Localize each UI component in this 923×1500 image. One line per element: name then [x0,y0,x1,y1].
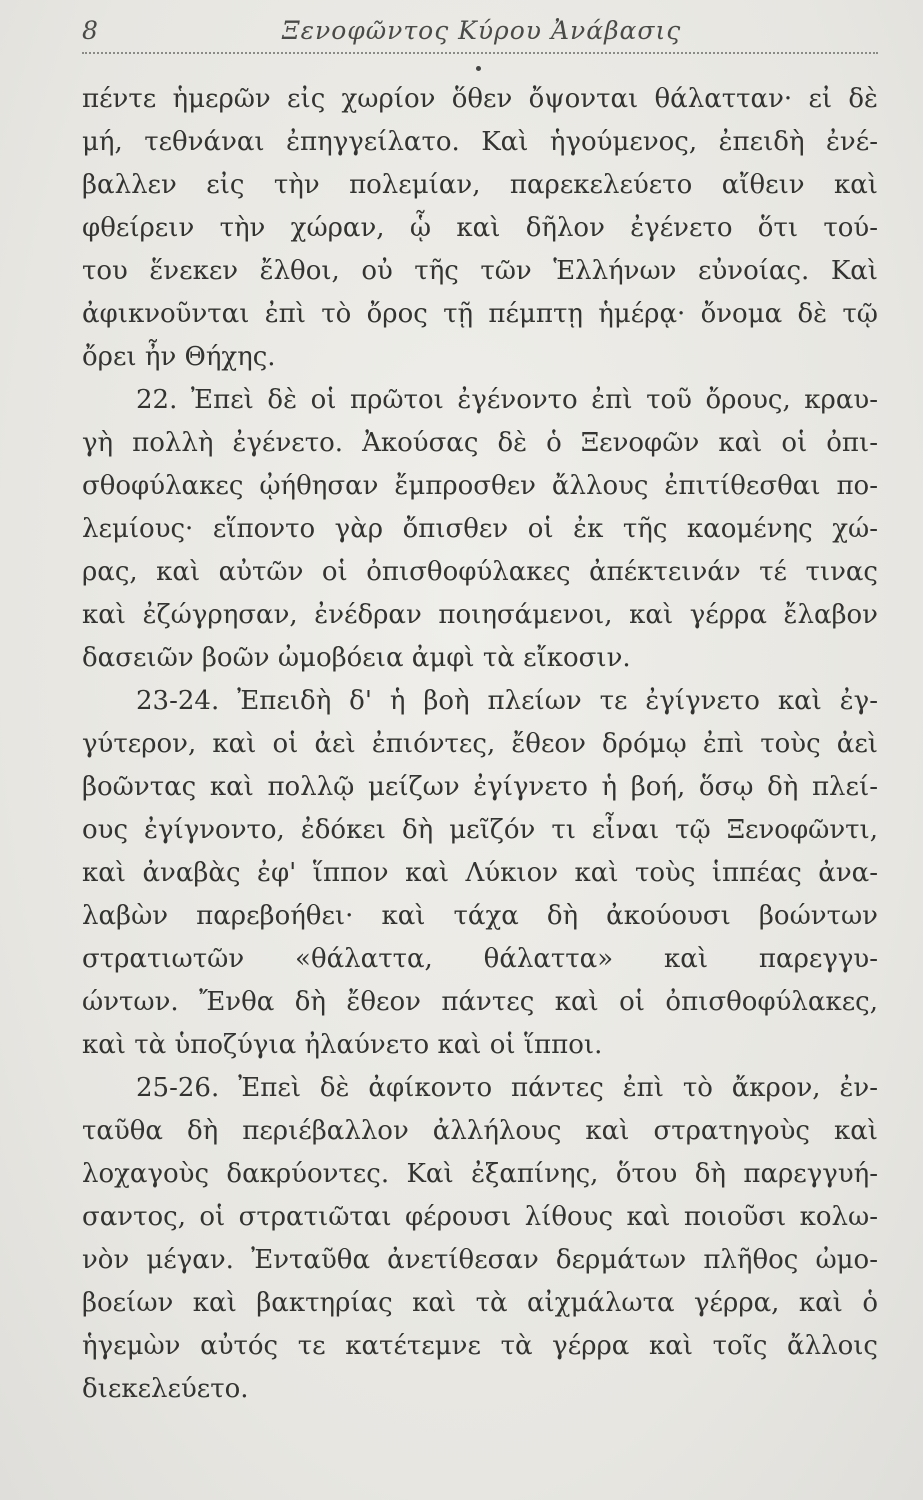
text-line: γύτερον, καὶ οἱ ἀεὶ ἐπιόντες, ἔθεον δρόμῳ ἐπὶ τοὺς ἀεὶ [82,729,878,759]
text-line: λαβὼν παρεβοήθει· καὶ τάχα δὴ ἀκούουσι βοώντων [82,901,878,931]
text-line: ἀφικνοῦνται ἐπὶ τὸ ὄρος τῇ πέμπτῃ ἡμέρᾳ· ὄνομα δὲ τῷ [82,299,878,329]
section-23-24-start: 23-24. Ἐπειδὴ δ' ἡ βοὴ πλείων τε ἐγίγνετο καὶ ἐγ- [136,686,878,716]
text-line: λοχαγοὺς δακρύοντες. Καὶ ἐξαπίνης, ὅτου δὴ παρεγγυή- [82,1159,878,1189]
text-line: βοείων καὶ βακτηρίας καὶ τὰ αἰχμάλωτα γέρρα, καὶ ὁ [82,1288,878,1318]
text-line: ώντων. Ἔνθα δὴ ἔθεον πάντες καὶ οἱ ὀπισθοφύλακες, [82,987,878,1017]
text-line: ους ἐγίγνοντο, ἐδόκει δὴ μεῖζόν τι εἶναι τῷ Ξενοφῶντι, [82,815,878,845]
text-line: του ἕνεκεν ἔλθοι, οὐ τῆς τῶν Ἑλλήνων εὐνοίας. Καὶ [82,256,878,286]
text-line: λεμίους· εἵποντο γὰρ ὄπισθεν οἱ ἐκ τῆς καομένης χώ- [82,514,878,544]
page-header [82,12,878,54]
text-line: καὶ ἀναβὰς ἐφ' ἵππον καὶ Λύκιον καὶ τοὺς ἱππέας ἀνα- [82,858,878,888]
text-line: ὄρει ἦν Θήχης. [82,342,276,372]
text-line: ρας, καὶ αὐτῶν οἱ ὀπισθοφύλακες ἀπέκτεινάν τέ τινας [82,557,878,587]
text-line: ἡγεμὼν αὐτός τε κατέτεμνε τὰ γέρρα καὶ τοῖς ἄλλοις [82,1331,878,1361]
text-line: βαλλεν εἰς τὴν πολεμίαν, παρεκελεύετο αἴθειν καὶ [82,170,878,200]
text-line: γὴ πολλὴ ἐγένετο. Ἀκούσας δὲ ὁ Ξενοφῶν καὶ οἱ ὀπι- [82,428,878,458]
text-line: φθείρειν τὴν χώραν, ᾧ καὶ δῆλον ἐγένετο ὅτι τού- [82,213,878,243]
running-title: Ξενοφῶντος Κύρου Ἀνάβασις [282,16,682,45]
body-text [82,78,878,1411]
print-dot [476,66,481,71]
text-line: καὶ τὰ ὑποζύγια ἠλαύνετο καὶ οἱ ἵπποι. [82,1030,603,1060]
section-25-26-start: 25-26. Ἐπεὶ δὲ ἀφίκοντο πάντες ἐπὶ τὸ ἄκρον, ἐν- [136,1073,878,1103]
section-22-start: 22. Ἐπεὶ δὲ οἱ πρῶτοι ἐγένοντο ἐπὶ τοῦ ὄρους, κραυ- [136,385,878,415]
text-line: πέντε ἡμερῶν εἰς χωρίον ὅθεν ὄψονται θάλατταν· εἰ δὲ [82,84,878,114]
text-line: διεκελεύετο. [82,1374,249,1404]
text-line: στρατιωτῶν «θάλαττα, θάλαττα» καὶ παρεγγυ- [82,944,878,974]
text-line: καὶ ἐζώγρησαν, ἐνέδραν ποιησάμενοι, καὶ γέρρα ἔλαβον [82,600,878,630]
text-line: νὸν μέγαν. Ἐνταῦθα ἀνετίθεσαν δερμάτων πλῆθος ὠμο- [82,1245,878,1275]
text-line: δασειῶν βοῶν ὠμοβόεια ἀμφὶ τὰ εἴκοσιν. [82,643,631,673]
page-number: 8 [82,16,98,45]
text-line: βοῶντας καὶ πολλῷ μείζων ἐγίγνετο ἡ βοή, ὅσῳ δὴ πλεί- [82,772,878,802]
text-line: σθοφύλακες ᾠήθησαν ἔμπροσθεν ἄλλους ἐπιτίθεσθαι πο- [82,471,878,501]
text-line: μή, τεθνάναι ἐπηγγείλατο. Καὶ ἡγούμενος, ἐπειδὴ ἐνέ- [82,127,878,157]
text-line: σαντος, οἱ στρατιῶται φέρουσι λίθους καὶ ποιοῦσι κολω- [82,1202,878,1232]
text-line: ταῦθα δὴ περιέβαλλον ἀλλήλους καὶ στρατηγοὺς καὶ [82,1116,878,1146]
